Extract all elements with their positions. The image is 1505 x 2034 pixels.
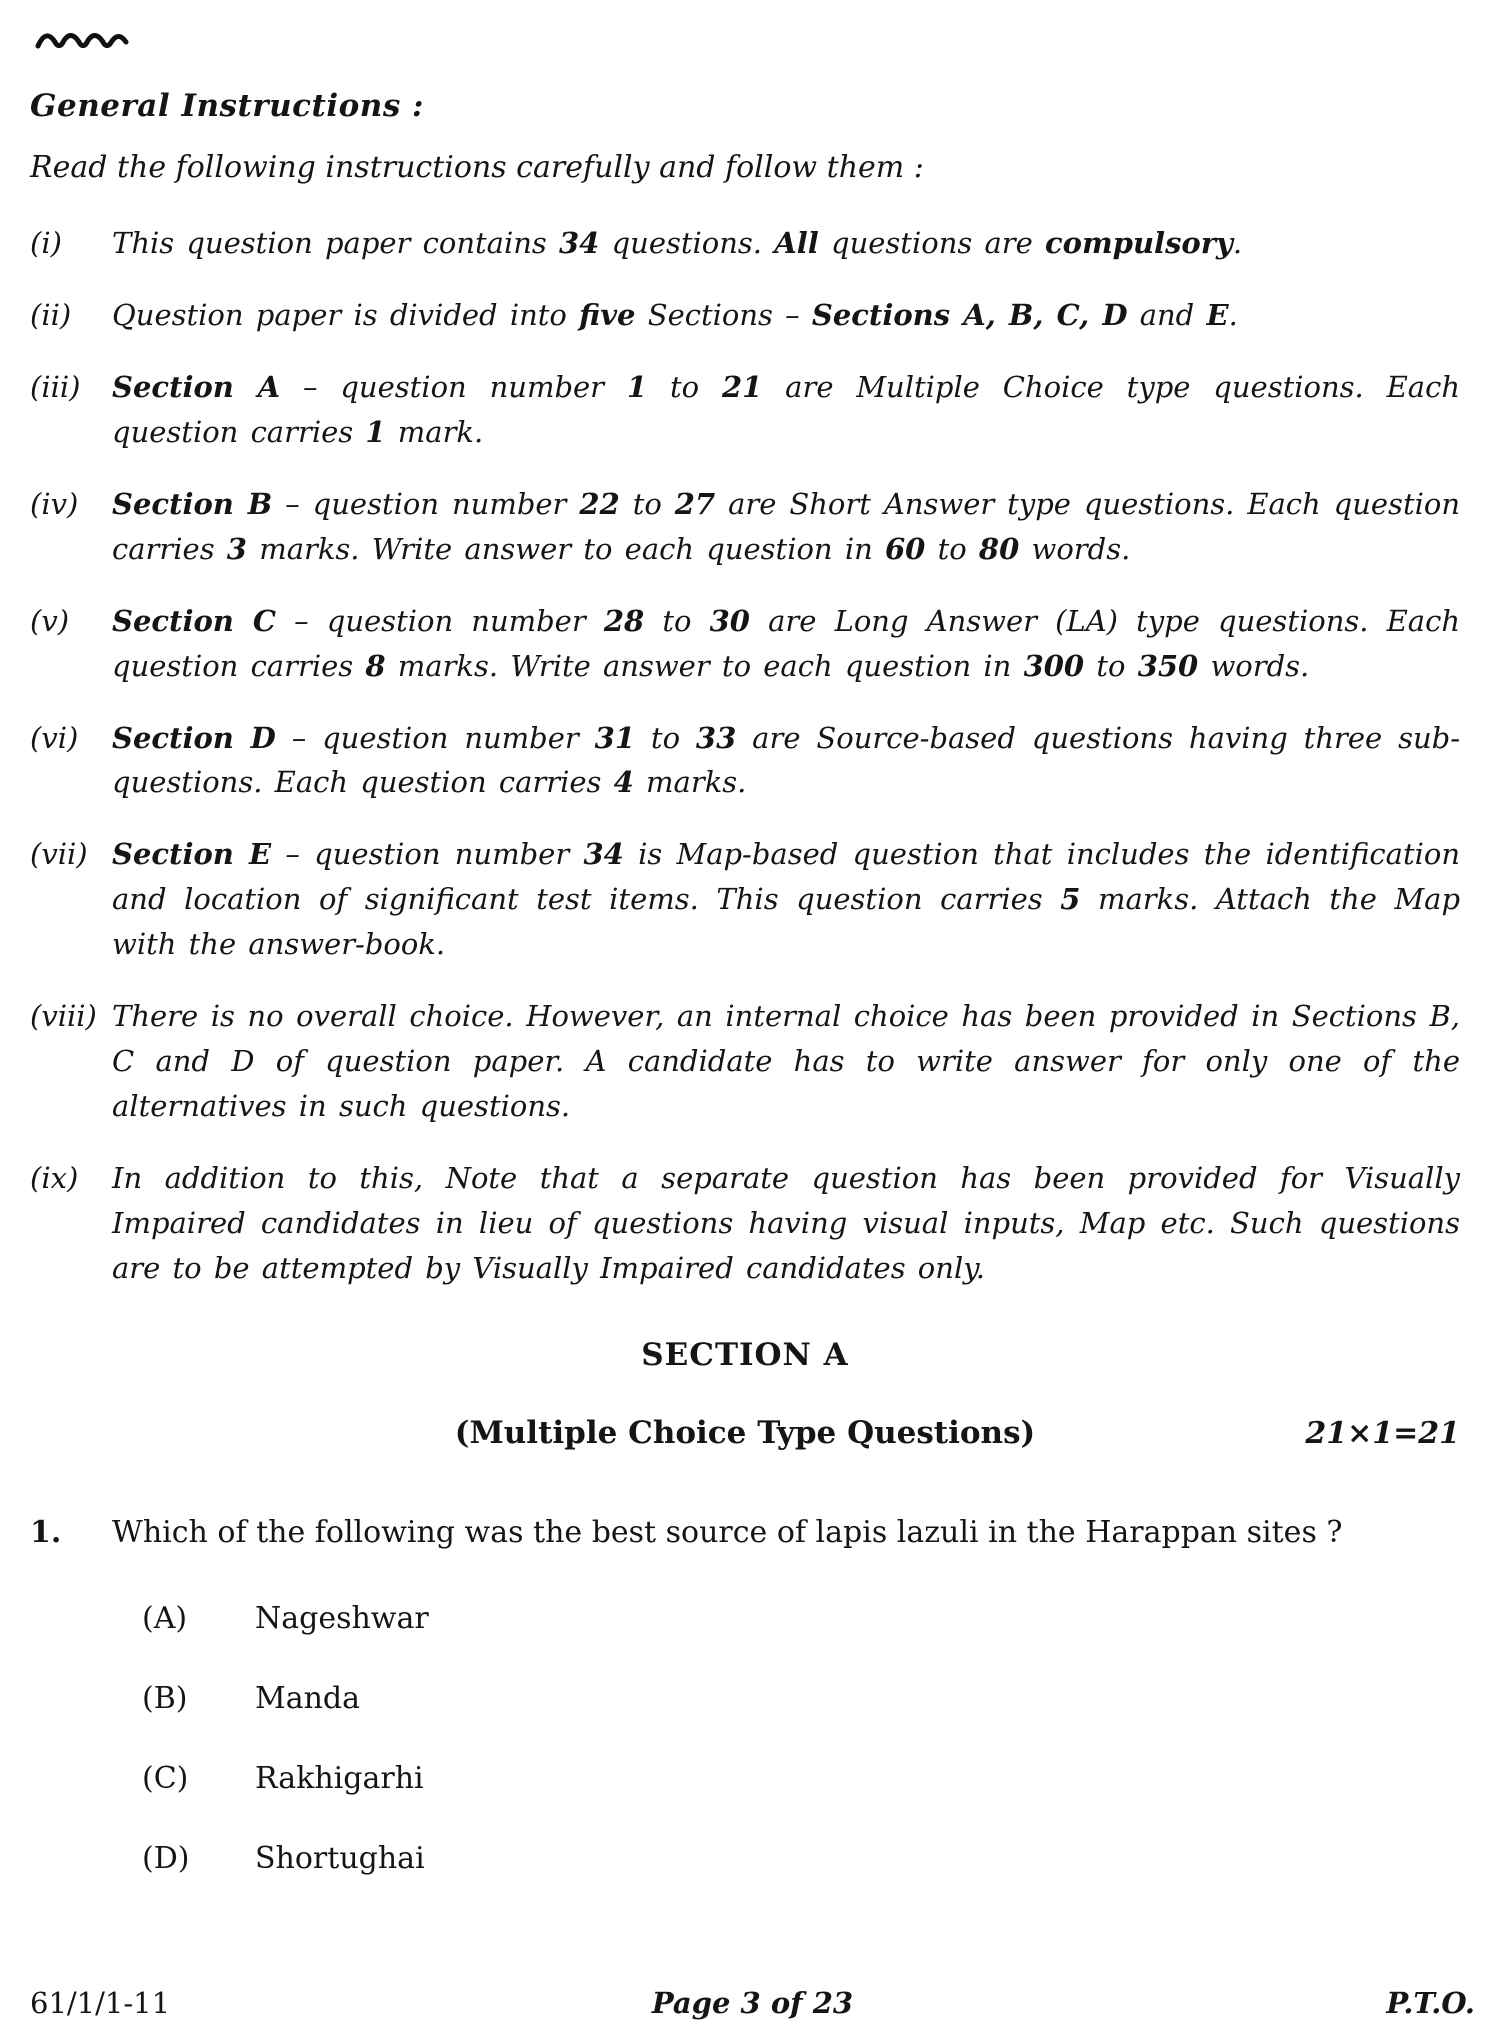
instruction-item (30, 599, 1460, 689)
option-label: Rakhigarhi (255, 1761, 424, 1797)
instruction-item (30, 994, 1460, 1129)
question-1-options (142, 1598, 1460, 1880)
instruction-numeral: (ix) (30, 1161, 79, 1195)
instruction-item (30, 1156, 1460, 1291)
instruction-numeral: (iv) (30, 486, 79, 521)
instruction-text: Section C – question number 28 to 30 are Long Answer (LA) type questions. Each question carries 8 marks. Write answer to each question in 300 to 350 words. (112, 603, 1461, 683)
option-letter: (C) (142, 1761, 189, 1797)
instruction-numeral: (vi) (30, 720, 79, 755)
page-number: Page 3 of 23 (651, 1986, 854, 2020)
option-letter: (A) (142, 1601, 188, 1637)
instruction-text: Section E – question number 34 is Map-based question that includes the identification and location of significant test items. This question carries 5 marks. Attach the Map with the answer-book. (112, 837, 1461, 962)
instruction-text: This question paper contains 34 questions. All questions are compulsory. (112, 226, 1243, 260)
instructions-list (30, 221, 1460, 1291)
section-a-subtitle-row (30, 1415, 1460, 1457)
option-row (142, 1678, 1460, 1720)
instructions-intro: Read the following instructions carefully and follow them : (30, 150, 924, 185)
instruction-text: Section B – question number 22 to 27 are Short Answer type questions. Each question carries 3 marks. Write answer to each question in 60 to 80 words. (112, 486, 1461, 566)
instruction-item (30, 293, 1460, 338)
question-text: Which of the following was the best source of lapis lazuli in the Harappan sites ? (112, 1514, 1343, 1550)
option-letter: (B) (142, 1681, 188, 1717)
section-a-subtitle: (Multiple Choice Type Questions) (454, 1414, 1036, 1451)
general-instructions-title: General Instructions : (30, 88, 425, 124)
option-label: Nageshwar (255, 1601, 429, 1637)
instruction-text: There is no overall choice. However, an internal choice has been provided in Sections B, C and D of question paper. A candidate has to write answer for only one of the alternatives in such questions. (112, 999, 1460, 1124)
instruction-text: Question paper is divided into five Sections – Sections A, B, C, D and E. (112, 297, 1238, 332)
instruction-text: In addition to this, Note that a separate question has been provided for Visually Impaired candidates in lieu of questions having visual inputs, Map etc. Such questions are to be attempted by Visually Impaired candidates only. (112, 1161, 1460, 1285)
pto-label: P.T.O. (1386, 1986, 1476, 2020)
section-a-title: SECTION A (641, 1336, 849, 1373)
instruction-text: Section A – question number 1 to 21 are Multiple Choice type questions. Each question carries 1 mark. (112, 369, 1460, 449)
squiggle-icon (30, 22, 1460, 56)
question-number: 1. (30, 1514, 62, 1550)
question-1 (30, 1505, 1460, 1561)
instruction-numeral: (viii) (30, 999, 97, 1034)
option-row (142, 1838, 1460, 1880)
instruction-numeral: (vii) (30, 837, 88, 872)
option-label: Shortughai (255, 1841, 425, 1877)
instruction-numeral: (i) (30, 226, 62, 260)
instruction-item (30, 221, 1460, 266)
section-a-marks: 21×1=21 (1305, 1415, 1460, 1451)
instruction-numeral: (iii) (30, 369, 81, 404)
paper-code: 61/1/1-11 (30, 1986, 171, 2020)
instruction-text: Section D – question number 31 to 33 are Source-based questions having three sub-questions. Each question carries 4 marks. (112, 720, 1460, 800)
instruction-item (30, 716, 1460, 806)
option-row (142, 1598, 1460, 1640)
option-label: Manda (255, 1681, 361, 1717)
option-letter: (D) (142, 1841, 190, 1877)
instruction-item (30, 482, 1460, 572)
instruction-item (30, 832, 1460, 967)
page-footer (30, 1986, 1475, 2020)
instruction-numeral: (ii) (30, 297, 72, 332)
instruction-numeral: (v) (30, 603, 70, 638)
option-row (142, 1758, 1460, 1800)
instruction-item (30, 365, 1460, 455)
